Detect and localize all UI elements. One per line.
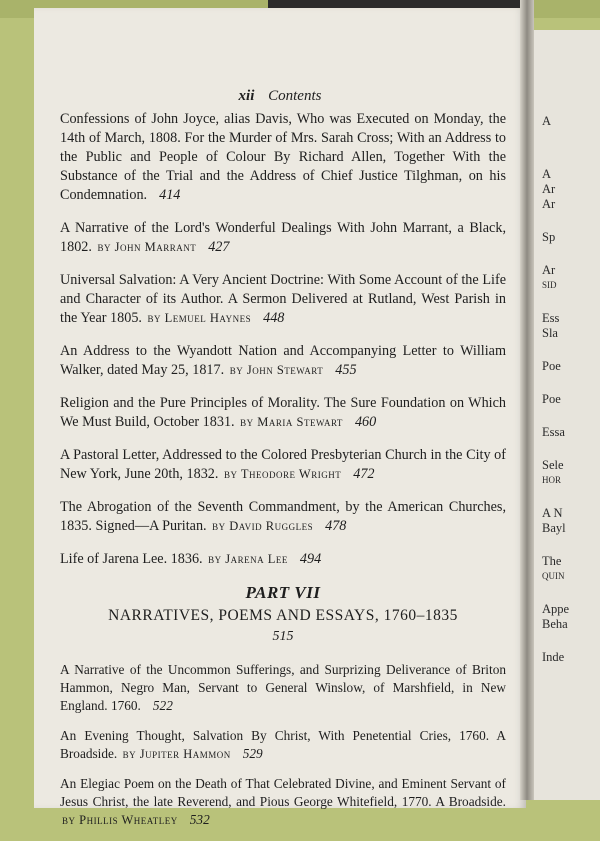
toc-entry: Confessions of John Joyce, alias Davis, Who was Executed on Monday, the 14th of March, 1808. For the Murder of Mrs. Sarah Cross; With an Address to the Public and People of Colour By Richard Allen, Together With the Substance of the Trial and the Address of Chief Justice Tilghman, on his Condemnation. 414: [60, 111, 506, 203]
author-byline: by Jarena Lee: [208, 552, 288, 566]
fragment: Ar: [542, 182, 556, 196]
author-byline: by David Ruggles: [212, 519, 314, 533]
running-head: [34, 88, 526, 105]
right-page-fragments: [542, 100, 600, 665]
page-number: xii: [238, 88, 255, 104]
left-page: [34, 8, 526, 827]
author-byline: by Theodore Wright: [223, 467, 342, 481]
part-label: PART VII: [245, 583, 321, 602]
fragment: Bayl: [542, 521, 566, 535]
fragment: Appe: [542, 602, 570, 616]
toc-entry: An Evening Thought, Salvation By Christ, With Penetential Cries, 1760. A Broadside. by Jupiter Hammon 529: [60, 728, 506, 761]
toc-entry: An Address to the Wyandott Nation and Accompanying Letter to William Walker, dated May 25, 1817. by John Stewart 455: [60, 343, 506, 378]
fragment: Poe: [542, 359, 561, 373]
fragment: A N: [542, 506, 563, 520]
fragment: A: [542, 114, 552, 128]
fragment: A: [542, 167, 552, 181]
toc-entry: Life of Jarena Lee. 1836. by Jarena Lee 494: [60, 551, 322, 567]
fragment: Poe: [542, 392, 561, 406]
fragment: Ess: [542, 311, 560, 325]
author-byline: by Maria Stewart: [240, 415, 343, 429]
fragment: SID: [542, 280, 557, 290]
toc-entry: A Narrative of the Lord's Wonderful Dealings With John Marrant, a Black, 1802. by John Marrant 427: [60, 220, 506, 255]
fragment: Sele: [542, 458, 564, 472]
part-title: NARRATIVES, POEMS AND ESSAYS, 1760–1835: [108, 607, 458, 624]
author-byline: by John Marrant: [97, 240, 197, 254]
fragment: HOR: [542, 475, 562, 485]
fragment: Sp: [542, 230, 556, 244]
toc-entry: Religion and the Pure Principles of Morality. The Sure Foundation on Which We Must Build, October 1831. by Maria Stewart 460: [60, 395, 506, 430]
running-head-title: Contents: [268, 88, 322, 104]
toc-entry: A Narrative of the Uncommon Sufferings, and Surprizing Deliverance of Briton Hammon, Negro Man, Servant to General Winslow, of Marshfield, in New England. 1760. 522: [60, 662, 506, 713]
fragment: Beha: [542, 617, 568, 631]
fragment: The: [542, 554, 562, 568]
fragment: Sla: [542, 326, 558, 340]
toc-entry: The Abrogation of the Seventh Commandment, by the American Churches, 1835. Signed—A Puritan. by David Ruggles 478: [60, 499, 506, 534]
fragment: Essa: [542, 425, 565, 439]
toc-entry: An Elegiac Poem on the Death of That Celebrated Divine, and Eminent Servant of Jesus Christ, the late Reverend, and Pious George Whitefield, 1770. A Broadside. by Phillis Wheatley 532: [60, 776, 506, 827]
author-byline: by Jupiter Hammon: [122, 747, 231, 761]
fragment: Ar: [542, 263, 556, 277]
toc-entry: Universal Salvation: A Very Ancient Doctrine: With Some Account of the Life and Character of its Author. A Sermon Delivered at Rutland, West Parish in the Year 1805. by Lemuel Haynes 448: [60, 272, 506, 326]
author-byline: by John Stewart: [229, 363, 324, 377]
author-byline: by Lemuel Haynes: [147, 311, 252, 325]
toc-entry: A Pastoral Letter, Addressed to the Colored Presbyterian Church in the City of New York, June 20th, 1832. by Theodore Wright 472: [60, 447, 506, 482]
right-page: [534, 30, 600, 800]
part-page-number: 515: [272, 629, 294, 644]
fragment: QUIN: [542, 571, 565, 581]
book-gutter: [520, 0, 534, 800]
author-byline: by Phillis Wheatley: [62, 813, 178, 827]
contents-list: [60, 110, 506, 841]
fragment: Ar: [542, 197, 556, 211]
fragment: Inde: [542, 650, 565, 664]
